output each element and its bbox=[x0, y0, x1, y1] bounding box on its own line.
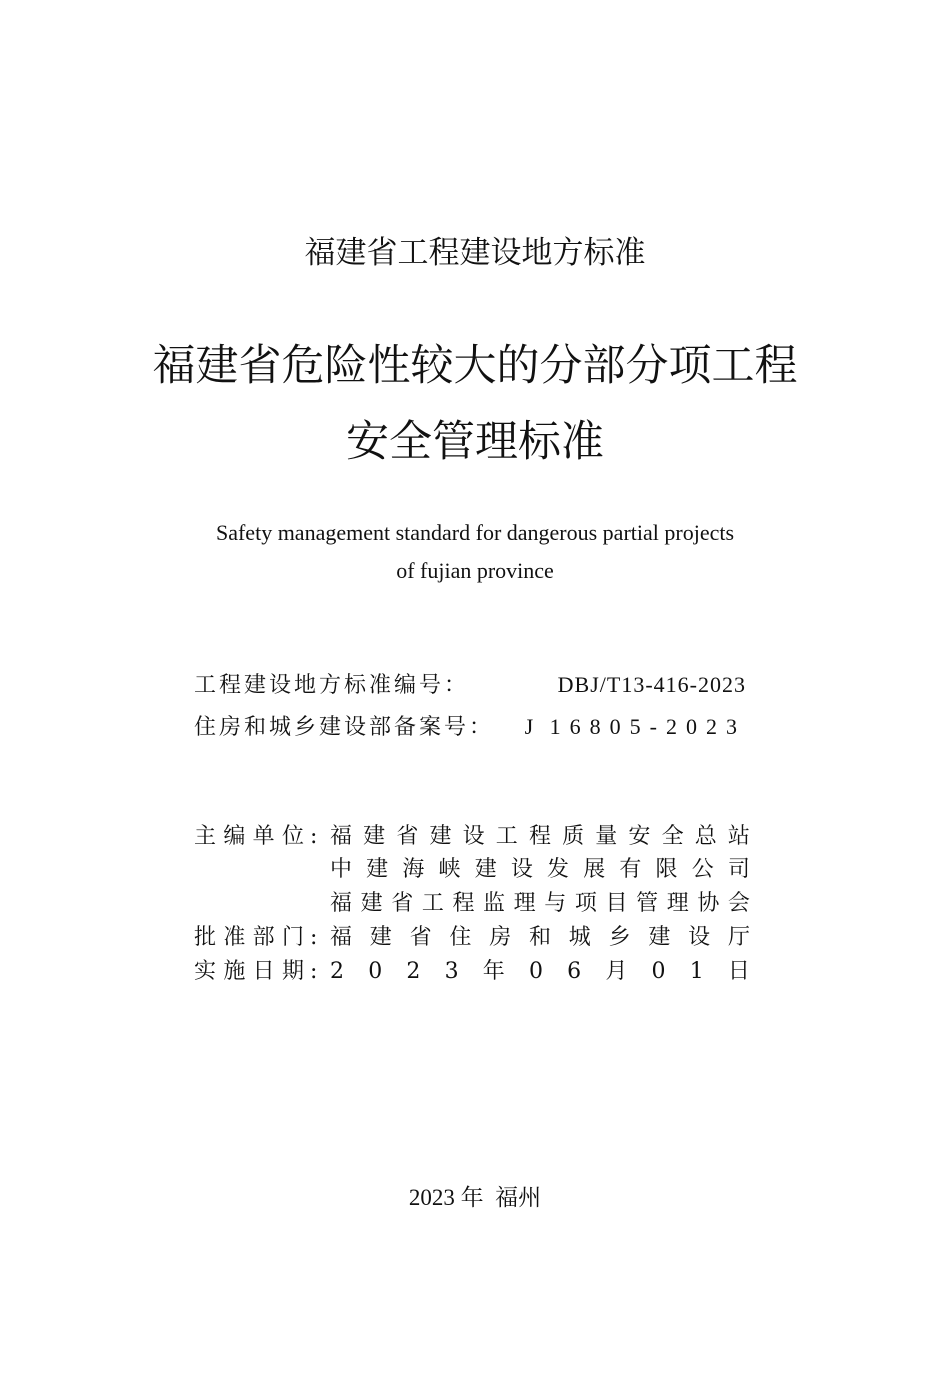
editor-colon: : bbox=[310, 824, 318, 849]
char: 与 bbox=[544, 891, 567, 916]
char: 日 bbox=[727, 959, 750, 984]
approval-value bbox=[330, 921, 750, 954]
char: 建 bbox=[429, 824, 452, 849]
char: 部 bbox=[252, 925, 275, 950]
char: 乡 bbox=[608, 925, 631, 950]
char: 设 bbox=[688, 925, 711, 950]
char: 程 bbox=[452, 891, 475, 916]
char: 准 bbox=[223, 925, 246, 950]
char: 建 bbox=[474, 857, 497, 882]
char: 6 bbox=[567, 959, 582, 984]
char: 单 bbox=[252, 824, 275, 849]
series-title: 福建省工程建设地方标准 bbox=[304, 235, 646, 271]
date-row bbox=[194, 955, 754, 988]
char: 监 bbox=[483, 891, 506, 916]
editor-row-3 bbox=[194, 887, 754, 920]
char: 实 bbox=[194, 959, 217, 984]
char: 批 bbox=[194, 925, 217, 950]
standard-number-label: 工程建设地方标准编号： bbox=[194, 673, 470, 698]
publish-line bbox=[0, 1182, 950, 1214]
publish-year-unit: 年 bbox=[460, 1185, 484, 1211]
record-number-digits: 16805-2023 bbox=[549, 714, 746, 739]
char: 0 bbox=[368, 959, 383, 984]
approval-row bbox=[194, 921, 754, 954]
standard-number-row bbox=[194, 670, 746, 701]
char: 省 bbox=[396, 824, 419, 849]
char: 公 bbox=[691, 857, 714, 882]
char: 城 bbox=[568, 925, 591, 950]
char: 目 bbox=[605, 891, 628, 916]
char: 设 bbox=[510, 857, 533, 882]
char: 0 bbox=[651, 959, 666, 984]
publish-year: 2023 bbox=[408, 1185, 455, 1210]
english-title-line-1: Safety management standard for dangerous partial projects bbox=[215, 520, 735, 545]
record-number-row bbox=[194, 712, 746, 743]
standard-number-value: DBJ/T13-416-2023 bbox=[557, 672, 746, 697]
main-title-line-1: 福建省危险性较大的分部分项工程 bbox=[152, 341, 798, 391]
char: 住 bbox=[449, 925, 472, 950]
publish-city: 福州 bbox=[495, 1185, 542, 1211]
char: 理 bbox=[666, 891, 689, 916]
char: 建 bbox=[369, 925, 392, 950]
date-label bbox=[194, 955, 304, 988]
char: 省 bbox=[409, 925, 432, 950]
char: 3 bbox=[444, 959, 459, 984]
char: 1 bbox=[689, 959, 704, 984]
editor-unit-2 bbox=[330, 853, 750, 886]
char: 质 bbox=[562, 824, 585, 849]
char: 理 bbox=[513, 891, 536, 916]
date-value bbox=[330, 955, 750, 988]
date-colon: : bbox=[310, 959, 318, 984]
char: 量 bbox=[595, 824, 618, 849]
editor-unit-3 bbox=[330, 887, 750, 920]
char: 协 bbox=[697, 891, 720, 916]
char: 省 bbox=[391, 891, 414, 916]
char: 工 bbox=[495, 824, 518, 849]
char: 月 bbox=[605, 959, 628, 984]
char: 门 bbox=[281, 925, 304, 950]
editor-row-2 bbox=[194, 853, 754, 886]
char: 和 bbox=[528, 925, 551, 950]
main-title-line-2: 安全管理标准 bbox=[346, 417, 604, 467]
char: 2 bbox=[330, 959, 344, 984]
char: 安 bbox=[628, 824, 651, 849]
char: 建 bbox=[366, 857, 389, 882]
approval-label bbox=[194, 921, 304, 954]
editor-row-1 bbox=[194, 820, 754, 853]
char: 发 bbox=[547, 857, 570, 882]
char: 编 bbox=[223, 824, 246, 849]
editor-unit-1 bbox=[330, 820, 750, 853]
record-number-value bbox=[525, 712, 746, 742]
char: 中 bbox=[330, 857, 353, 882]
char: 程 bbox=[528, 824, 551, 849]
record-number-label: 住房和城乡建设部备案号： bbox=[194, 715, 495, 740]
approval-colon: : bbox=[310, 925, 318, 950]
char: 会 bbox=[727, 891, 750, 916]
char: 房 bbox=[489, 925, 512, 950]
english-title-line-2: of fujian province bbox=[396, 558, 554, 583]
char: 2 bbox=[406, 959, 421, 984]
char: 设 bbox=[462, 824, 485, 849]
char: 日 bbox=[252, 959, 275, 984]
char: 福 bbox=[330, 824, 353, 849]
char: 位 bbox=[281, 824, 304, 849]
char: 期 bbox=[281, 959, 304, 984]
char: 管 bbox=[636, 891, 659, 916]
char: 总 bbox=[694, 824, 717, 849]
record-number-prefix: J bbox=[524, 714, 534, 739]
char: 建 bbox=[648, 925, 671, 950]
char: 站 bbox=[727, 824, 750, 849]
char: 工 bbox=[421, 891, 444, 916]
char: 项 bbox=[574, 891, 597, 916]
char: 福 bbox=[330, 891, 353, 916]
char: 福 bbox=[330, 925, 353, 950]
char: 0 bbox=[528, 959, 543, 984]
char: 全 bbox=[661, 824, 684, 849]
char: 限 bbox=[655, 857, 678, 882]
char: 峡 bbox=[438, 857, 461, 882]
editor-label bbox=[194, 820, 304, 853]
char: 主 bbox=[194, 824, 217, 849]
char: 有 bbox=[619, 857, 642, 882]
char: 建 bbox=[363, 824, 386, 849]
char: 建 bbox=[360, 891, 383, 916]
char: 司 bbox=[727, 857, 750, 882]
char: 海 bbox=[402, 857, 425, 882]
char: 厅 bbox=[727, 925, 750, 950]
char: 年 bbox=[482, 959, 505, 984]
char: 施 bbox=[223, 959, 246, 984]
char: 展 bbox=[583, 857, 606, 882]
